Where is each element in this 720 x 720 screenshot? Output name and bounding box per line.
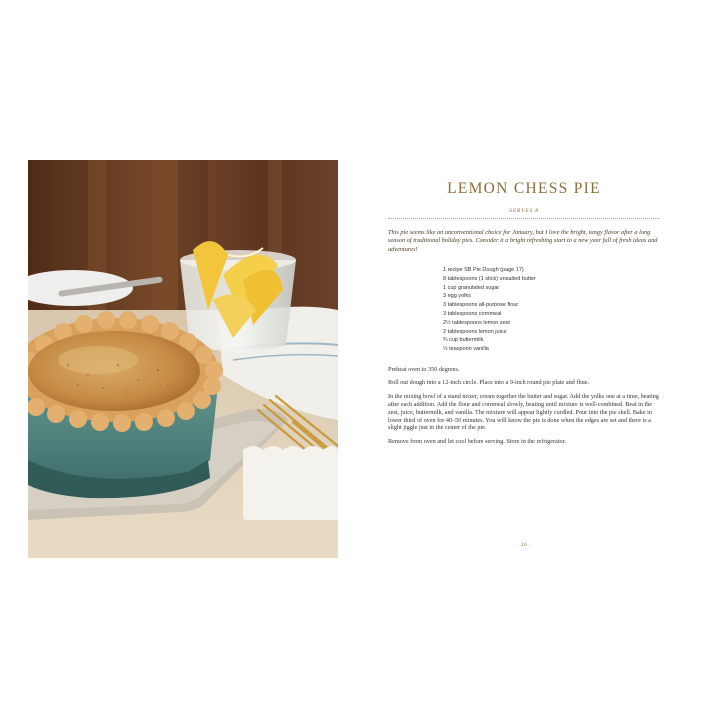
- ingredient-item: ½ teaspoon vanilla: [443, 346, 489, 353]
- ingredient-item: 3 tablespoons all-purpose flour: [443, 302, 519, 309]
- dotted-divider: [388, 218, 660, 219]
- page-number: · 20 ·: [516, 542, 532, 548]
- servings-label: SERVES 8: [509, 208, 539, 214]
- method-step: Roll out dough into a 12-inch circle. Place into a 9-inch round pie plate and flute.: [388, 379, 590, 387]
- ingredient-item: 2 tablespoons lemon juice: [443, 328, 507, 335]
- method-step: Preheat oven to 350 degrees.: [388, 366, 460, 373]
- method-steps: [388, 366, 660, 451]
- recipe-photo: [28, 160, 338, 558]
- lemon-chess-pie-photo: [28, 160, 338, 558]
- ingredient-item: 1 recipe SB Pie Dough (page 17): [443, 267, 524, 273]
- ingredient-item: ¾ cup buttermilk: [443, 337, 484, 344]
- ingredient-item: 3 tablespoons cornmeal: [443, 310, 502, 317]
- ingredient-item: 3 egg yolks: [443, 293, 471, 300]
- ingredient-item: 8 tablespoons (1 stick) unsalted butter: [443, 275, 536, 282]
- method-step: Remove from oven and let cool before serving. Store in the refrigerator.: [388, 437, 566, 445]
- recipe-title: LEMON CHESS PIE: [447, 180, 601, 197]
- ingredient-item: 1 cup granulated sugar: [443, 284, 500, 291]
- ingredient-item: 2½ tablespoons lemon zest: [443, 319, 510, 326]
- method-step: In the mixing bowl of a stand mixer, cream together the butter and sugar. Add the yolks one at a time, beating after each addition. Add the flour and cornmeal slowly, beating until mixture is well-combined. Beat in the zest, juice, buttermilk, and vanilla. The mixture will appear lightly curdled. Pour into the pie shell. Bake in lower third of oven for 40–50 minutes. You will know the pie is done when the edges are set and there is a slight jiggle just in the center of the pie.: [388, 392, 659, 432]
- recipe-page: [388, 160, 660, 558]
- ingredient-list: [443, 266, 643, 354]
- recipe-intro: This pie seems like an unconventional choice for January, but I love the bright, tangy flavor after a long season of traditional holiday pies. Consider it a bright refreshing start to a new year full of fresh ideas and adventures!: [388, 229, 658, 253]
